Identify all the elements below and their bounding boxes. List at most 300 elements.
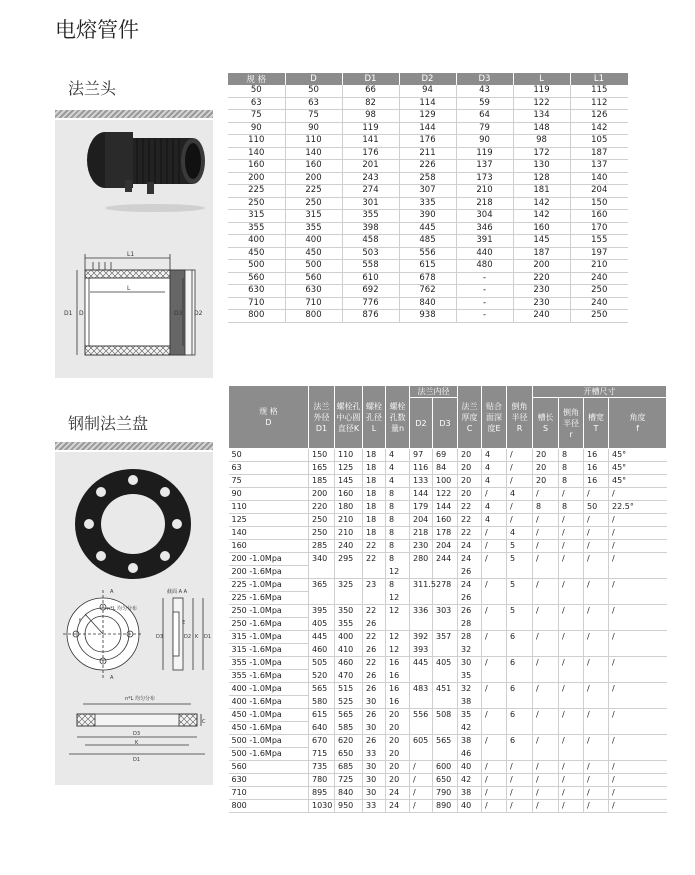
table-row [229, 735, 667, 748]
table-cell-spec: 140 [229, 527, 309, 540]
table-cell-S: / [533, 527, 559, 540]
table-cell-f: / [609, 514, 667, 527]
label-section-AA: 截面 A A [167, 589, 188, 595]
table-cell: 776 [342, 297, 399, 310]
table-row [228, 135, 628, 148]
table-cell-D3: 144 [433, 501, 458, 514]
table-cell-spec: 630 [229, 774, 309, 787]
table-cell-D3: 565 [433, 735, 458, 748]
table-cell-spec: 355 -1.0Mpa [229, 657, 309, 670]
table-cell: 210 [570, 260, 628, 273]
table-row [228, 160, 628, 173]
label-L1: L1 [127, 251, 135, 258]
table-cell-L: 22 [363, 540, 386, 553]
table-cell-D2: 445 [410, 657, 433, 670]
table-cell-D3: 160 [433, 514, 458, 527]
table-cell-C: 28 [458, 631, 482, 644]
table-cell-D1: 735 [309, 761, 335, 774]
table-cell-S: / [533, 631, 559, 644]
table-cell-D3 [433, 696, 458, 709]
table-cell: 160 [513, 222, 570, 235]
table-cell-D2 [410, 592, 433, 605]
table-cell: 346 [456, 222, 513, 235]
table-cell-f [609, 696, 667, 709]
table-cell: 137 [570, 160, 628, 173]
table-cell-E [482, 670, 507, 683]
table-cell-C: 38 [458, 735, 482, 748]
table-cell-L: 18 [363, 475, 386, 488]
table-cell-T: / [584, 540, 609, 553]
table-cell: 230 [513, 297, 570, 310]
table-cell-C: 26 [458, 566, 482, 579]
table-cell: 500 [228, 260, 285, 273]
table-cell: 678 [399, 272, 456, 285]
table-cell-L: 26 [363, 735, 386, 748]
table-cell-S: / [533, 553, 559, 566]
table-cell-D2: 144 [410, 488, 433, 501]
label-angle: f [79, 618, 81, 624]
header-D2: D2 [410, 398, 433, 449]
table-row [228, 222, 628, 235]
table-cell-T: / [584, 761, 609, 774]
table-cell-r: 8 [559, 449, 584, 462]
table-cell: 126 [570, 110, 628, 123]
table-cell-L: 18 [363, 462, 386, 475]
table-row [229, 553, 667, 566]
table-cell-D2: 556 [410, 709, 433, 722]
table-cell-D1: 220 [309, 501, 335, 514]
table-cell: 173 [456, 172, 513, 185]
table-cell: 94 [399, 85, 456, 97]
table-cell-L [363, 592, 386, 605]
table-cell: 250 [228, 197, 285, 210]
table-cell: 240 [570, 297, 628, 310]
table-cell-R: / [507, 514, 533, 527]
table-cell: 450 [285, 247, 342, 260]
table-cell: 82 [342, 97, 399, 110]
label-E: E [182, 620, 186, 626]
table-cell-D3 [433, 592, 458, 605]
table-cell-R: 6 [507, 657, 533, 670]
table-cell-S: / [533, 514, 559, 527]
header-K: 螺栓孔 中心圆 直径K [335, 386, 363, 449]
section-title-flange-head: 法兰头 [68, 79, 117, 98]
steel-flange-drawing [63, 590, 205, 754]
table-cell-S [533, 618, 559, 631]
table-cell: 226 [399, 160, 456, 173]
table-cell: 398 [342, 222, 399, 235]
table-cell-S [533, 644, 559, 657]
table-cell-spec: 315 -1.0Mpa [229, 631, 309, 644]
table-cell-n: 20 [386, 735, 410, 748]
table-cell: - [456, 297, 513, 310]
table-cell-D3: 451 [433, 683, 458, 696]
table-cell-r [559, 644, 584, 657]
table-cell-E: / [482, 774, 507, 787]
table-cell-n: 24 [386, 787, 410, 800]
table-cell-C: 22 [458, 527, 482, 540]
table-cell: 140 [570, 172, 628, 185]
table-cell-L: 26 [363, 670, 386, 683]
table-cell-r: / [559, 553, 584, 566]
header-D1: 法兰 外径 D1 [309, 386, 335, 449]
table-cell-L: 22 [363, 605, 386, 618]
table-cell: 250 [570, 285, 628, 298]
table-cell-n: 16 [386, 670, 410, 683]
table-cell-L: 18 [363, 514, 386, 527]
table-cell: 210 [456, 185, 513, 198]
table-cell-T [584, 644, 609, 657]
table-cell: 556 [399, 247, 456, 260]
table-cell-C: 22 [458, 514, 482, 527]
table-cell: 200 [228, 172, 285, 185]
table-cell-C: 30 [458, 657, 482, 670]
table-cell-n: 8 [386, 527, 410, 540]
table-cell-n: 12 [386, 631, 410, 644]
table-cell-D1: 670 [309, 735, 335, 748]
table-cell: 315 [228, 210, 285, 223]
table-cell-spec: 500 -1.6Mpa [229, 748, 309, 761]
table-cell-n: 20 [386, 774, 410, 787]
table-cell-r: / [559, 683, 584, 696]
table-cell: 225 [285, 185, 342, 198]
steel-flange-spec-table [228, 385, 667, 813]
label-D3: D3 [174, 310, 183, 317]
table-cell: 63 [285, 97, 342, 110]
table-row [228, 235, 628, 248]
table-cell-n: 24 [386, 800, 410, 813]
table-cell-r: / [559, 631, 584, 644]
table-cell-r: / [559, 800, 584, 813]
label-K-section: K [135, 740, 139, 746]
table-row [228, 122, 628, 135]
table-cell-n: 8 [386, 540, 410, 553]
table-cell-L: 26 [363, 644, 386, 657]
table-cell-n: 16 [386, 683, 410, 696]
table-cell-K: 410 [335, 644, 363, 657]
table-cell: 200 [285, 172, 342, 185]
table-cell-R [507, 722, 533, 735]
table-cell: 160 [570, 210, 628, 223]
table-cell: 110 [285, 135, 342, 148]
table-cell-n: 20 [386, 722, 410, 735]
table-cell-f: 45° [609, 475, 667, 488]
table-cell-T: / [584, 800, 609, 813]
table-cell-C: 24 [458, 553, 482, 566]
table-cell-K: 685 [335, 761, 363, 774]
table-cell-D1: 200 [309, 488, 335, 501]
header-f: 角度 f [609, 398, 667, 449]
table-cell-T: / [584, 631, 609, 644]
label-A-top: A [110, 589, 114, 595]
table-cell-R: / [507, 761, 533, 774]
table-cell-E: / [482, 527, 507, 540]
table-cell-D1: 615 [309, 709, 335, 722]
table-cell-S: / [533, 735, 559, 748]
table-cell: 480 [456, 260, 513, 273]
table-cell: - [456, 272, 513, 285]
header-D: D [285, 73, 342, 85]
table-cell-S: / [533, 683, 559, 696]
table-cell-D1: 780 [309, 774, 335, 787]
hatch-divider [55, 110, 213, 118]
table-cell: 142 [513, 197, 570, 210]
table-cell: 140 [285, 147, 342, 160]
table-row [229, 696, 667, 709]
table-cell: 391 [456, 235, 513, 248]
table-cell-E: / [482, 787, 507, 800]
table-cell-S [533, 748, 559, 761]
table-cell: 170 [570, 222, 628, 235]
table-cell-r [559, 618, 584, 631]
table-cell: 800 [285, 310, 342, 323]
table-cell-r: / [559, 514, 584, 527]
table-cell-r [559, 566, 584, 579]
label-A-bottom: A [110, 675, 114, 681]
table-cell-S: / [533, 800, 559, 813]
table-cell-K: 840 [335, 787, 363, 800]
table-cell-T: / [584, 527, 609, 540]
table-row [228, 260, 628, 273]
table-row [229, 514, 667, 527]
table-cell: 355 [228, 222, 285, 235]
table-cell: 98 [513, 135, 570, 148]
table-cell-spec: 160 [229, 540, 309, 553]
table-cell-spec: 250 -1.6Mpa [229, 618, 309, 631]
table-cell: 172 [513, 147, 570, 160]
table-row [229, 670, 667, 683]
table-cell-D1: 580 [309, 696, 335, 709]
table-cell-spec: 250 -1.0Mpa [229, 605, 309, 618]
table-cell: 485 [399, 235, 456, 248]
table-row [228, 185, 628, 198]
table-cell: 79 [456, 122, 513, 135]
table-row [229, 709, 667, 722]
table-row [228, 110, 628, 123]
table-cell-E: 4 [482, 449, 507, 462]
table-cell-D3: 790 [433, 787, 458, 800]
table-cell: 142 [513, 210, 570, 223]
table-cell: 800 [228, 310, 285, 323]
header-n: 螺栓 孔数 量n [386, 386, 410, 449]
table-cell-spec: 50 [229, 449, 309, 462]
flange-head-spec-table [228, 73, 629, 323]
table-cell-S: / [533, 605, 559, 618]
table-cell: 225 [228, 185, 285, 198]
table-cell-D2: / [410, 761, 433, 774]
table-cell-f: / [609, 735, 667, 748]
table-cell-spec: 200 -1.0Mpa [229, 553, 309, 566]
table-cell-spec: 200 -1.6Mpa [229, 566, 309, 579]
table-cell-f [609, 618, 667, 631]
table-cell-D2: 179 [410, 501, 433, 514]
table-cell: 160 [285, 160, 342, 173]
table-cell: 220 [513, 272, 570, 285]
table-header-row [228, 73, 628, 85]
table-cell: 560 [228, 272, 285, 285]
table-cell-E: 4 [482, 475, 507, 488]
table-cell-C: 24 [458, 579, 482, 592]
table-cell: 114 [399, 97, 456, 110]
table-cell: 840 [399, 297, 456, 310]
table-cell-D3: 84 [433, 462, 458, 475]
table-cell-L: 30 [363, 774, 386, 787]
table-cell-D2: / [410, 787, 433, 800]
table-cell-T: / [584, 605, 609, 618]
table-cell-L: 22 [363, 657, 386, 670]
header-L: 螺栓 孔径 L [363, 386, 386, 449]
table-cell: 148 [513, 122, 570, 135]
table-cell-r: / [559, 540, 584, 553]
table-cell: - [456, 310, 513, 323]
table-cell: 204 [570, 185, 628, 198]
table-cell-R [507, 670, 533, 683]
table-cell-D3 [433, 722, 458, 735]
table-cell: 315 [285, 210, 342, 223]
table-cell: 301 [342, 197, 399, 210]
table-cell-D1: 1030 [309, 800, 335, 813]
table-cell-T [584, 592, 609, 605]
table-cell-E [482, 644, 507, 657]
table-cell-D3 [433, 644, 458, 657]
table-cell-E [482, 748, 507, 761]
table-cell-L: 33 [363, 748, 386, 761]
table-cell-n: 12 [386, 605, 410, 618]
table-cell-f: / [609, 527, 667, 540]
table-cell-D1: 895 [309, 787, 335, 800]
table-cell: 90 [456, 135, 513, 148]
table-cell-K: 515 [335, 683, 363, 696]
table-cell-D3: 600 [433, 761, 458, 774]
table-row [229, 449, 667, 462]
table-cell-L: 30 [363, 761, 386, 774]
label-D1: D1 [64, 310, 73, 317]
table-cell-T: / [584, 488, 609, 501]
table-row [229, 722, 667, 735]
table-cell-n [386, 618, 410, 631]
table-cell: 129 [399, 110, 456, 123]
table-cell-D2: 280 [410, 553, 433, 566]
table-cell-T: / [584, 579, 609, 592]
header-D3: D3 [456, 73, 513, 85]
table-cell-T: / [584, 553, 609, 566]
table-row [229, 761, 667, 774]
table-row [229, 644, 667, 657]
table-row [229, 631, 667, 644]
table-cell-E: / [482, 553, 507, 566]
header-group-inner-diameter: 法兰内径 [410, 386, 458, 398]
table-cell-n: 8 [386, 579, 410, 592]
table-row [228, 172, 628, 185]
table-cell-n: 12 [386, 592, 410, 605]
table-row [229, 683, 667, 696]
table-cell-K [335, 566, 363, 579]
table-cell-n: 20 [386, 709, 410, 722]
table-cell-S: / [533, 774, 559, 787]
table-cell-T: / [584, 514, 609, 527]
table-cell: 144 [399, 122, 456, 135]
label-K: K [195, 634, 199, 640]
table-cell: 250 [570, 310, 628, 323]
table-cell-K: 145 [335, 475, 363, 488]
table-row [229, 501, 667, 514]
table-cell-f: / [609, 787, 667, 800]
table-cell: 355 [285, 222, 342, 235]
table-cell-S [533, 722, 559, 735]
table-cell-D2 [410, 566, 433, 579]
table-cell-R: 5 [507, 605, 533, 618]
table-cell-f: / [609, 488, 667, 501]
table-cell: 274 [342, 185, 399, 198]
table-cell-C: 24 [458, 540, 482, 553]
table-cell-n: 16 [386, 657, 410, 670]
table-cell-S: 20 [533, 462, 559, 475]
table-cell: 98 [342, 110, 399, 123]
table-cell-f [609, 722, 667, 735]
table-cell-spec: 450 -1.0Mpa [229, 709, 309, 722]
table-cell-r: / [559, 657, 584, 670]
table-cell-E: / [482, 605, 507, 618]
table-cell-n: 12 [386, 644, 410, 657]
table-cell-R: 6 [507, 735, 533, 748]
label-D2K: D2 [184, 634, 192, 640]
table-row [228, 197, 628, 210]
table-cell-C: 40 [458, 761, 482, 774]
table-cell-S: / [533, 761, 559, 774]
table-cell-n: 8 [386, 514, 410, 527]
table-cell: 630 [228, 285, 285, 298]
table-cell-L: 18 [363, 449, 386, 462]
table-cell-R: / [507, 787, 533, 800]
table-cell: 307 [399, 185, 456, 198]
table-cell-T: 16 [584, 462, 609, 475]
table-cell-E [482, 592, 507, 605]
table-cell-f: / [609, 631, 667, 644]
table-cell-r: / [559, 787, 584, 800]
table-cell-r: 8 [559, 475, 584, 488]
table-cell: 445 [399, 222, 456, 235]
table-cell-E: / [482, 540, 507, 553]
label-D1-section: D1 [133, 757, 141, 763]
table-cell-n: 8 [386, 553, 410, 566]
table-cell-r: 8 [559, 501, 584, 514]
table-cell-D1: 185 [309, 475, 335, 488]
table-cell-D2: 116 [410, 462, 433, 475]
hatch-divider [55, 442, 213, 450]
table-cell-D2: 483 [410, 683, 433, 696]
table-cell: 710 [285, 297, 342, 310]
table-cell-spec: 400 -1.0Mpa [229, 683, 309, 696]
table-cell-spec: 225 -1.0Mpa [229, 579, 309, 592]
table-row [229, 527, 667, 540]
table-cell-R [507, 696, 533, 709]
table-cell-n: 8 [386, 501, 410, 514]
table-cell-D1: 505 [309, 657, 335, 670]
table-cell-L: 23 [363, 579, 386, 592]
table-cell-D2: 392 [410, 631, 433, 644]
table-cell-E [482, 722, 507, 735]
table-cell-K: 160 [335, 488, 363, 501]
table-cell-spec: 400 -1.6Mpa [229, 696, 309, 709]
table-cell: 50 [228, 85, 285, 97]
table-cell: 400 [285, 235, 342, 248]
label-D2: D2 [194, 310, 203, 317]
table-cell-spec: 225 -1.6Mpa [229, 592, 309, 605]
table-cell-C: 35 [458, 709, 482, 722]
table-cell-K: 350 [335, 605, 363, 618]
table-cell: 615 [399, 260, 456, 273]
table-cell-S: / [533, 540, 559, 553]
